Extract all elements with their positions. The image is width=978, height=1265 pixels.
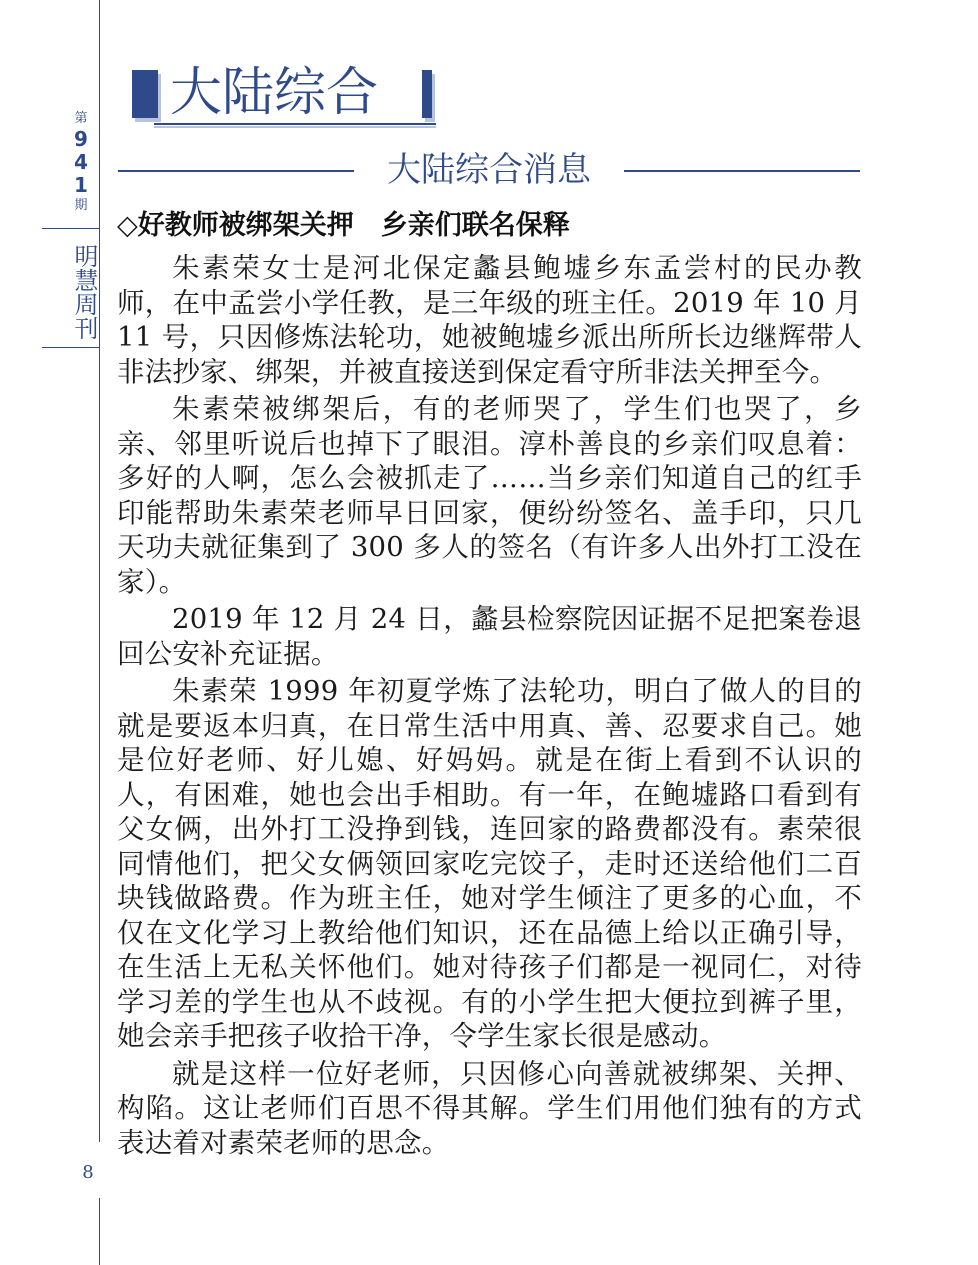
issue-prefix: 第 (74, 111, 88, 126)
issue-digits (62, 128, 100, 197)
section-header-underline (154, 123, 436, 125)
subsection-header (118, 146, 860, 196)
issue-suffix: 期 (74, 198, 88, 213)
article-paragraph: 朱素荣被绑架后，有的老师哭了，学生们也哭了，乡亲、邻里听说后也掉下了眼泪。淳朴善良的乡亲们叹息着：多好的人啊，怎么会被抓走了……当乡亲们知道自己的红手印能帮助朱素荣老师早日回家，便纷纷签名、盖手印，只几天功夫就征集到了 300 多人的签名（有许多人出外打工没在家）。 (117, 393, 862, 598)
section-header-bar-right (422, 70, 432, 118)
issue-digit: 1 (74, 173, 88, 197)
section-title: 大陆综合 (170, 63, 379, 123)
magazine-name: 明慧周刊 (70, 244, 98, 340)
article-paragraph: 2019 年 12 月 24 日，蠡县检察院因证据不足把案卷退回公安补充证据。 (117, 603, 862, 670)
subsection-rule-right (624, 170, 860, 172)
issue-digit: 9 (74, 127, 88, 151)
article-paragraph: 朱素荣女士是河北保定蠡县鲍墟乡东孟尝村的民办教师，在中孟尝小学任教，是三年级的班主任。2019 年 10 月 11 号，只因修炼法轮功，她被鲍墟乡派出所所长边继辉带人非法抄家、绑架，并被直接送到保定看守所非法关押至今。 (117, 252, 862, 388)
article (117, 205, 862, 1163)
issue-digit: 4 (74, 150, 88, 174)
section-header-bar-left (132, 70, 158, 118)
issue-number (62, 110, 100, 215)
article-headline: ◇好教师被绑架关押 乡亲们联名保释 (117, 210, 570, 241)
subsection-title: 大陆综合消息 (387, 150, 591, 190)
article-paragraph: 就是这样一位好老师，只因修心向善就被绑架、关押、构陷。这让老师们百思不得其解。学生们用他们独有的方式表达着对素荣老师的思念。 (117, 1057, 862, 1159)
page-number: 8 (82, 1162, 94, 1183)
article-paragraph: 朱素荣 1999 年初夏学炼了法轮功，明白了做人的目的就是要返本归真，在日常生活中用真、善、忍要求自己。她是位好老师、好儿媳、好妈妈。就是在街上看到不认识的人，有困难，她也会出手相助。有一年，在鲍墟路口看到有父女俩，出外打工没挣到钱，连回家的路费都没有。素荣很同情他们，把父女俩领回家吃完饺子，走时还送给他们二百块钱做路费。作为班主任，她对学生倾注了更多的心血，不仅在文化学习上教给他们知识，还在品德上给以正确引导，在生活上无私关怀他们。她对待孩子们都是一视同仁，对待学习差的学生也从不歧视。有的小学生把大便拉到裤子里，她会亲手把孩子收拾干净，令学生家长很是感动。 (117, 675, 862, 1052)
subsection-rule-left (118, 170, 354, 172)
